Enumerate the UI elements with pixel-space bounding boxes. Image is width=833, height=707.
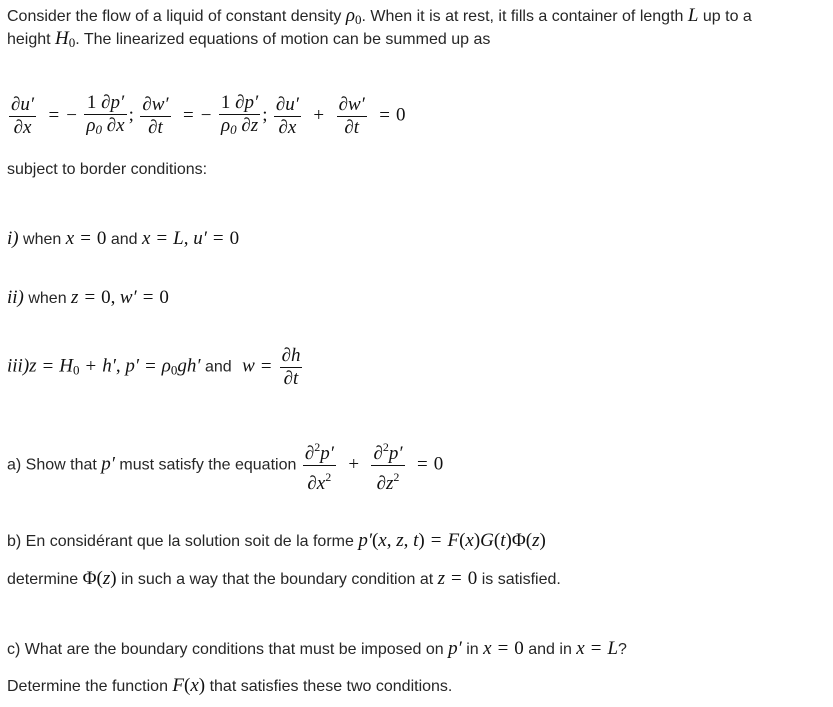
part-b-line2b: in such a way that the boundary condition at <box>116 571 438 588</box>
part-c-text2: in <box>461 641 484 658</box>
intro-text-2: . When it is at rest, it fills a container of length <box>361 8 688 25</box>
part-a-text: a) Show that <box>7 456 102 474</box>
subject-text: subject to border conditions: <box>7 161 208 178</box>
part-c-text: c) What are the boundary conditions that must be imposed on <box>7 641 449 658</box>
intro-line-2 <box>7 28 490 51</box>
part-a: a) Show that p′ must satisfy the equation $\frac{\partial^2p'}{\partial x^2}$ + $\frac{\partial^2p'}{\partial z^2}$ = 0 <box>7 436 443 495</box>
eq-du-dx: $\frac{\partial u'}{\partial x}$ <box>11 94 35 138</box>
intro-text-5: . The linearized equations of motion can be summed up as <box>75 31 491 48</box>
cond-ii-when: when <box>23 290 72 307</box>
eq-dh-dt: $\frac{\partial h}{\partial t}$ <box>281 345 301 389</box>
eq-dw-dt: $\frac{\partial w'}{\partial t}$ <box>142 94 169 138</box>
cond-i-when: when <box>18 231 66 248</box>
cond-i-label: i) <box>7 228 19 249</box>
cond-i-comma: , <box>183 228 194 249</box>
height-symbol: $H_0$ <box>55 28 76 50</box>
part-b-line2a: determine <box>7 571 83 588</box>
part-a-text2: must satisfy the equation <box>114 456 301 474</box>
cond-i-and: and <box>106 231 142 248</box>
eq-1-rho-dp-dz: $\frac{1 \partial p'}{\rho_0 \partial z}$ <box>220 92 259 137</box>
length-symbol: L <box>687 5 699 26</box>
part-c-text3: and in <box>523 641 577 658</box>
cond-iii-label: iii) <box>7 355 30 377</box>
part-c-line-1: c) What are the boundary conditions that must be imposed on p′ in x = 0 and in x = L? <box>7 638 627 659</box>
part-c-text4: ? <box>618 641 627 658</box>
part-c-line-2: Determine the function F(x) that satisfies these two conditions. <box>7 675 453 696</box>
condition-iii: $iii)z = H_0 + h'$, $p' = \rho_0gh'$ and w = $\frac{\partial h}{\partial t}$ <box>7 345 301 389</box>
eq-d2p-dz2: $\frac{\partial^2p'}{\partial z^2}$ <box>371 436 404 495</box>
condition-ii: ii) when z = 0, w′ = 0 <box>7 287 169 308</box>
intro-text-1: Consider the flow of a liquid of constant density <box>7 8 346 25</box>
cond-iii-and: and <box>200 358 237 376</box>
cond-ii-label: ii) <box>7 287 24 308</box>
rho0-symbol: $\rho_0$ <box>345 5 362 27</box>
part-b-text: b) En considérant que la solution soit de la forme <box>7 533 359 550</box>
part-c-line2a: Determine the function <box>7 678 173 695</box>
intro-text-3: up to a <box>698 8 752 25</box>
eq-1-rho-dp-dx: $\frac{1 \partial p'}{\rho_0 \partial x}$ <box>86 92 125 137</box>
part-c-line2b: that satisfies these two conditions. <box>205 678 453 695</box>
intro-line-1 <box>7 5 752 28</box>
eq-du-dx-2: $\frac{\partial u'}{\partial x}$ <box>275 94 299 138</box>
part-b-line2c: is satisfied. <box>477 571 561 588</box>
eq-d2p-dx2: $\frac{\partial^2p'}{\partial x^2}$ <box>303 436 336 495</box>
part-b-line-1: b) En considérant que la solution soit de la forme p′(x, z, t) = F(x)G(t)Φ(z) <box>7 530 546 551</box>
eq-dw-dt-2: $\frac{\partial w'}{\partial t}$ <box>338 94 365 138</box>
condition-i: i) when x = 0 and x = L, u′ = 0 <box>7 228 240 249</box>
intro-text-4: height <box>7 31 56 48</box>
part-b-line-2: determine Φ(z) in such a way that the boundary condition at z = 0 is satisfied. <box>7 568 561 589</box>
equations-of-motion: $\frac{\partial u'}{\partial x}$ = − $\frac{1 \partial p'}{\rho_0 \partial x}$ ; $\frac{\partial w'}{\partial t}$ = − $\frac{1 \partial p'}{\rho_0 \partial z}$ ; $\frac{\partial u'}{\partial x}$ + $\frac{\partial w'}{\partial t}$ = 0 <box>7 92 405 141</box>
